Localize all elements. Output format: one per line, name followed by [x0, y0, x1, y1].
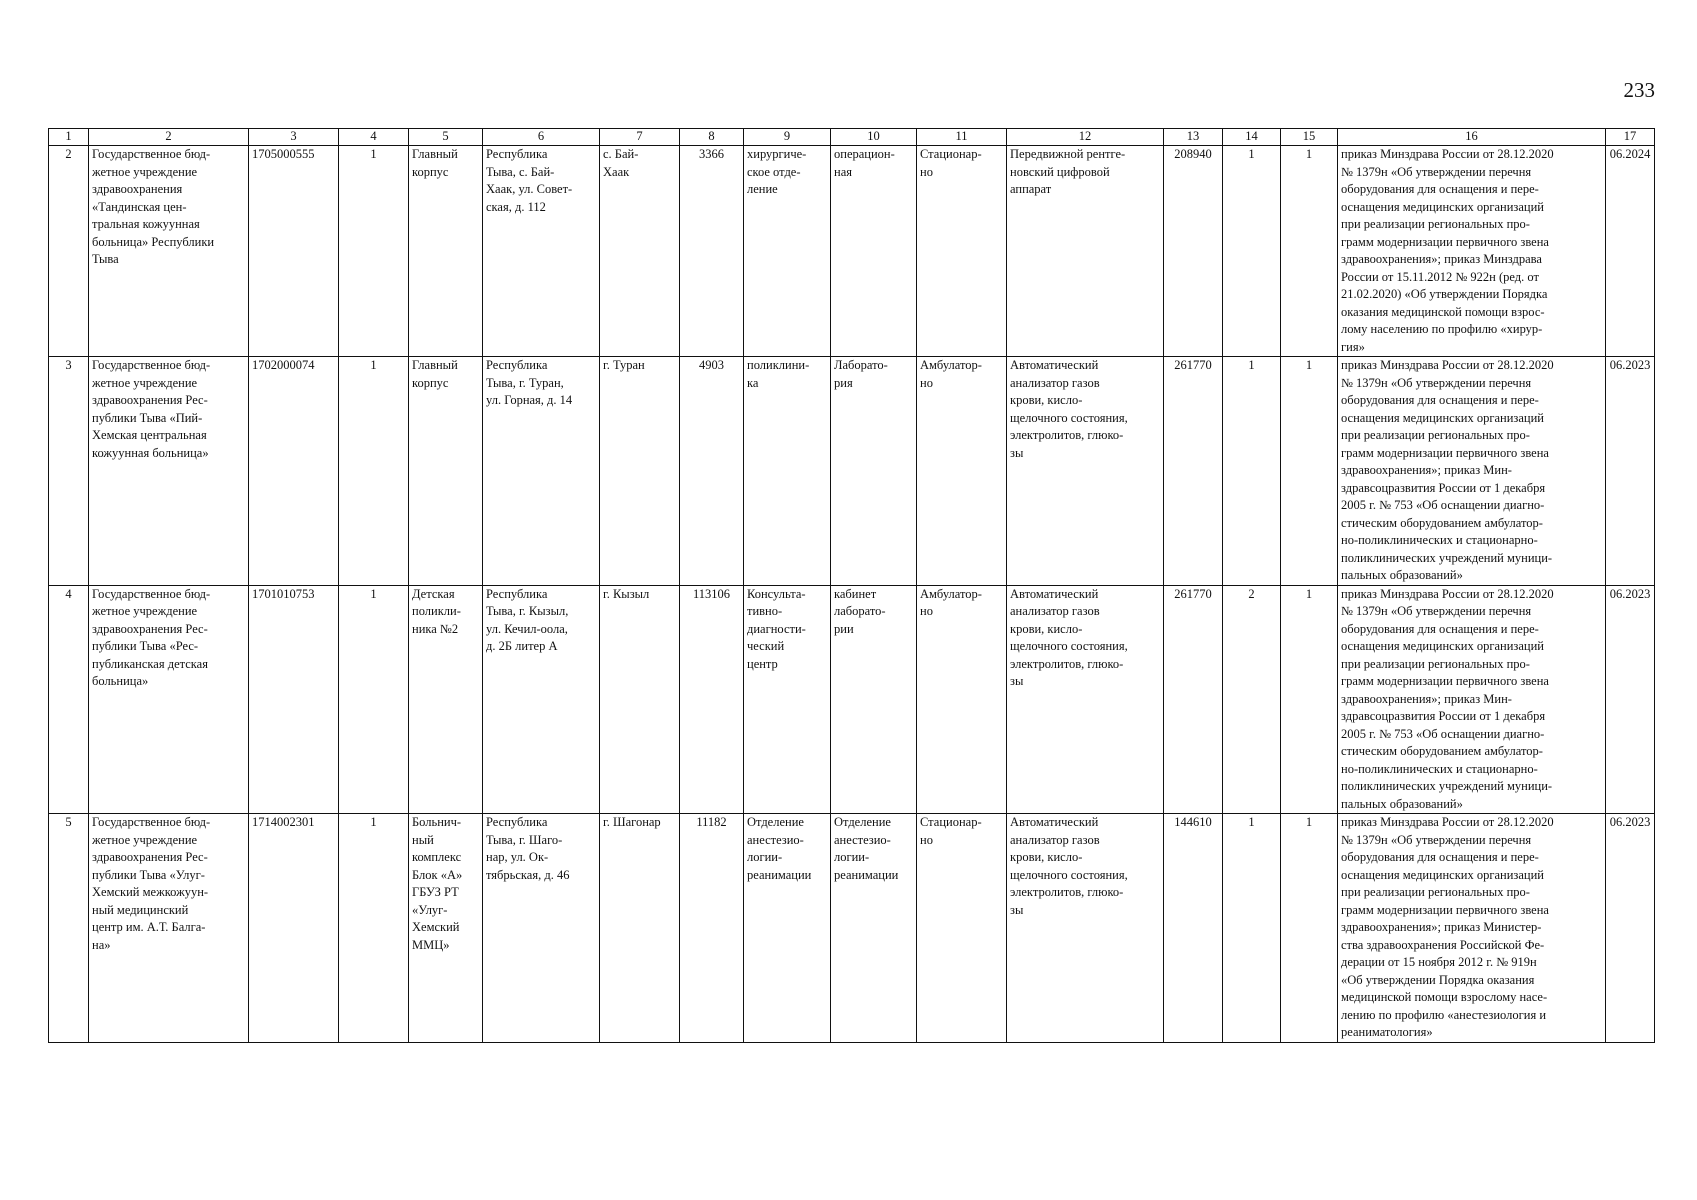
department: хирургиче- ское отде- ление — [744, 146, 831, 357]
equipment-register-table — [48, 128, 1655, 1043]
cell-col-15: 1 — [1281, 814, 1338, 1043]
column-number: 17 — [1606, 129, 1655, 146]
cell-col-8: 4903 — [680, 357, 744, 586]
price: 144610 — [1164, 814, 1223, 1043]
page-number: 233 — [1623, 78, 1655, 102]
building-name: Больнич- ный комплекс Блок «А» ГБУЗ РТ «Улуг- Хемский ММЦ» — [409, 814, 483, 1043]
organization-code: 1701010753 — [249, 585, 339, 814]
care-type: Стационар- но — [917, 814, 1007, 1043]
price: 208940 — [1164, 146, 1223, 357]
locality: г. Шагонар — [600, 814, 680, 1043]
column-number: 7 — [600, 129, 680, 146]
cell-col-15: 1 — [1281, 146, 1338, 357]
organization-name: Государственное бюд- жетное учреждение здравоохранения Рес- публики Тыва «Улуг- Хемский межкожуун- ный медицинский центр им. А.Т. Балга- на» — [89, 814, 249, 1043]
room: Лаборато- рия — [831, 357, 917, 586]
cell-col-8: 11182 — [680, 814, 744, 1043]
cell-col-8: 113106 — [680, 585, 744, 814]
table-row — [49, 357, 1655, 586]
organization-code: 1702000074 — [249, 357, 339, 586]
department: поликлини- ка — [744, 357, 831, 586]
column-number: 11 — [917, 129, 1007, 146]
target-date: 06.2023 — [1606, 585, 1655, 814]
target-date: 06.2023 — [1606, 357, 1655, 586]
cell-col-8: 3366 — [680, 146, 744, 357]
care-type: Амбулатор- но — [917, 585, 1007, 814]
locality: г. Туран — [600, 357, 680, 586]
column-number: 4 — [339, 129, 409, 146]
row-number: 3 — [49, 357, 89, 586]
building-name: Главный корпус — [409, 357, 483, 586]
equipment-name: Автоматический анализатор газов крови, кисло- щелочного состояния, электролитов, глюко- зы — [1007, 357, 1164, 586]
cell-col-4: 1 — [339, 357, 409, 586]
column-number: 1 — [49, 129, 89, 146]
department: Консульта- тивно- диагности- ческий центр — [744, 585, 831, 814]
column-number: 3 — [249, 129, 339, 146]
cell-col-14: 1 — [1223, 814, 1281, 1043]
column-number-header — [49, 129, 1655, 146]
cell-col-14: 2 — [1223, 585, 1281, 814]
cell-col-4: 1 — [339, 814, 409, 1043]
organization-name: Государственное бюд- жетное учреждение здравоохранения Рес- публики Тыва «Пий- Хемская центральная кожуунная больница» — [89, 357, 249, 586]
address: Республика Тыва, г. Кызыл, ул. Кечил-оола, д. 2Б литер А — [483, 585, 600, 814]
price: 261770 — [1164, 585, 1223, 814]
equipment-name: Автоматический анализатор газов крови, кисло- щелочного состояния, электролитов, глюко- зы — [1007, 814, 1164, 1043]
price: 261770 — [1164, 357, 1223, 586]
locality: с. Бай- Хаак — [600, 146, 680, 357]
table-row — [49, 585, 1655, 814]
cell-col-15: 1 — [1281, 585, 1338, 814]
column-number: 16 — [1338, 129, 1606, 146]
cell-col-15: 1 — [1281, 357, 1338, 586]
cell-col-4: 1 — [339, 585, 409, 814]
care-type: Стационар- но — [917, 146, 1007, 357]
address: Республика Тыва, г. Шаго- нар, ул. Ок- тябрьская, д. 46 — [483, 814, 600, 1043]
organization-name: Государственное бюд- жетное учреждение здравоохранения Рес- публики Тыва «Рес- публиканская детская больница» — [89, 585, 249, 814]
cell-col-4: 1 — [339, 146, 409, 357]
column-number: 2 — [89, 129, 249, 146]
room: Отделение анестезио- логии- реанимации — [831, 814, 917, 1043]
legal-basis: приказ Минздрава России от 28.12.2020 № 1379н «Об утверждении перечня оборудования для оснащения и пере- оснащения медицинских организаций при реализации региональных про- грамм модернизации первичного звена здравоохранения»; приказ Минздрава России от 15.11.2012 № 922н (ред. от 21.02.2020) «Об утверждении Порядка оказания медицинской помощи взрос- лому населению по профилю «хирур- гия» — [1338, 146, 1606, 357]
building-name: Детская поликли- ника №2 — [409, 585, 483, 814]
address: Республика Тыва, с. Бай- Хаак, ул. Совет- ская, д. 112 — [483, 146, 600, 357]
row-number: 5 — [49, 814, 89, 1043]
column-number: 13 — [1164, 129, 1223, 146]
locality: г. Кызыл — [600, 585, 680, 814]
legal-basis: приказ Минздрава России от 28.12.2020 № 1379н «Об утверждении перечня оборудования для оснащения и пере- оснащения медицинских организаций при реализации региональных про- грамм модернизации первичного звена здравоохранения»; приказ Мин- здравсоцразвития России от 1 декабря 2005 г. № 753 «Об оснащении диагно- стическим оборудованием амбулатор- но-поликлинических и стационарно- поликлинических учреждений муници- пальных образований» — [1338, 357, 1606, 586]
legal-basis: приказ Минздрава России от 28.12.2020 № 1379н «Об утверждении перечня оборудования для оснащения и пере- оснащения медицинских организаций при реализации региональных про- грамм модернизации первичного звена здравоохранения»; приказ Министер- ства здравоохранения Российской Фе- дерации от 15 ноября 2012 г. № 919н «Об утверждении Порядка оказания медицинской помощи взрослому насе- лению по профилю «анестезиология и реаниматология» — [1338, 814, 1606, 1043]
cell-col-14: 1 — [1223, 357, 1281, 586]
building-name: Главный корпус — [409, 146, 483, 357]
column-number: 14 — [1223, 129, 1281, 146]
room: кабинет лаборато- рии — [831, 585, 917, 814]
column-number: 6 — [483, 129, 600, 146]
legal-basis: приказ Минздрава России от 28.12.2020 № 1379н «Об утверждении перечня оборудования для оснащения и пере- оснащения медицинских организаций при реализации региональных про- грамм модернизации первичного звена здравоохранения»; приказ Мин- здравсоцразвития России от 1 декабря 2005 г. № 753 «Об оснащении диагно- стическим оборудованием амбулатор- но-поликлинических и стационарно- поликлинических учреждений муници- пальных образований» — [1338, 585, 1606, 814]
address: Республика Тыва, г. Туран, ул. Горная, д. 14 — [483, 357, 600, 586]
equipment-name: Передвижной рентге- новский цифровой аппарат — [1007, 146, 1164, 357]
department: Отделение анестезио- логии- реанимации — [744, 814, 831, 1043]
target-date: 06.2023 — [1606, 814, 1655, 1043]
row-number: 4 — [49, 585, 89, 814]
equipment-name: Автоматический анализатор газов крови, кисло- щелочного состояния, электролитов, глюко- зы — [1007, 585, 1164, 814]
column-number: 9 — [744, 129, 831, 146]
organization-name: Государственное бюд- жетное учреждение здравоохранения «Тандинская цен- тральная кожуунная больница» Республики Тыва — [89, 146, 249, 357]
table-row — [49, 146, 1655, 357]
cell-col-14: 1 — [1223, 146, 1281, 357]
organization-code: 1705000555 — [249, 146, 339, 357]
room: операцион- ная — [831, 146, 917, 357]
column-number: 10 — [831, 129, 917, 146]
care-type: Амбулатор- но — [917, 357, 1007, 586]
column-number: 5 — [409, 129, 483, 146]
column-number: 15 — [1281, 129, 1338, 146]
target-date: 06.2024 — [1606, 146, 1655, 357]
row-number: 2 — [49, 146, 89, 357]
organization-code: 1714002301 — [249, 814, 339, 1043]
column-number: 8 — [680, 129, 744, 146]
column-number: 12 — [1007, 129, 1164, 146]
table-row — [49, 814, 1655, 1043]
